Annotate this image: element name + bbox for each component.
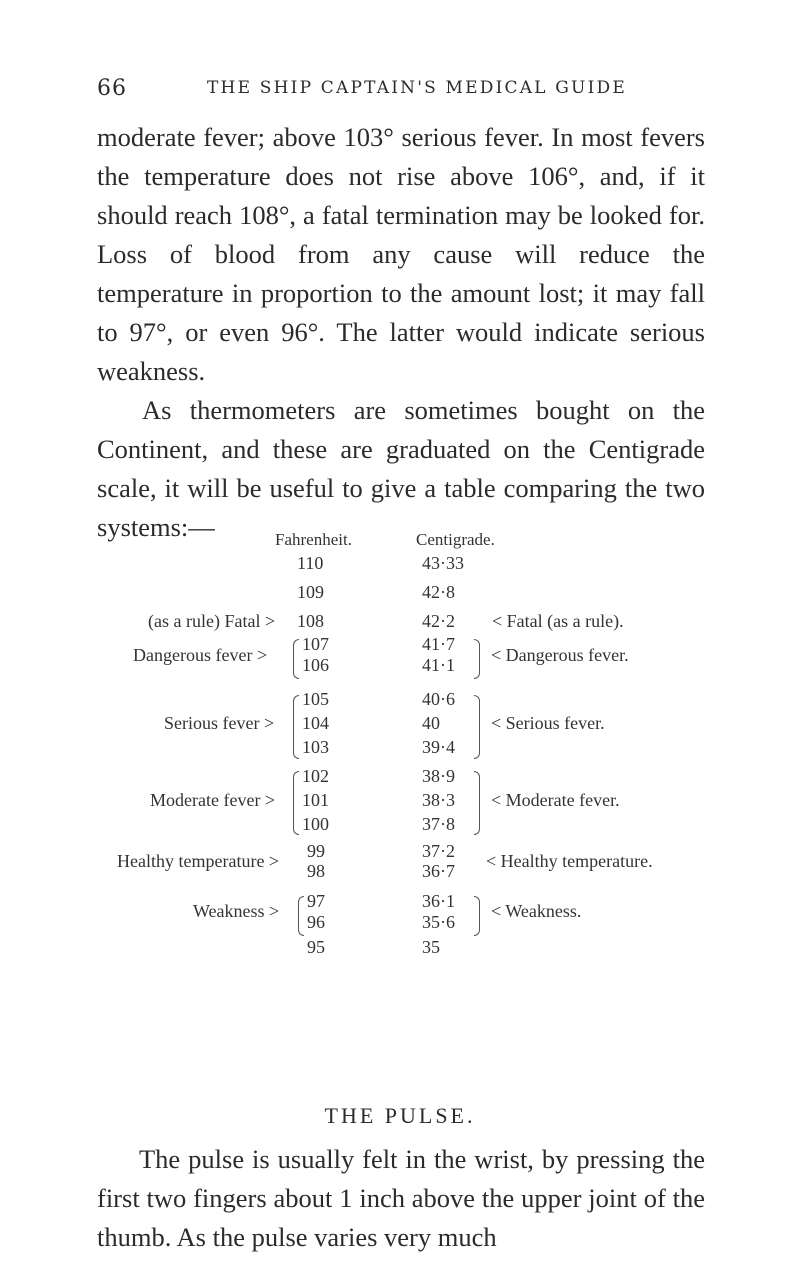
fahrenheit-value: 105 [302,689,329,709]
paragraph-thermometer-intro: As thermometers are sometimes bought on the Continent, and these are graduated on the Centigrade scale, it will be useful to give a table comparing the two systems:— [97,395,705,542]
temperature-conversion-table [0,530,800,957]
label-weakness-left: Weakness > [193,901,280,921]
label-serious-left: Serious fever > [164,713,275,733]
label-serious-right: < Serious fever. [491,713,605,733]
label-healthy-left: Healthy temperature > [117,851,280,871]
centigrade-value: 37·8 [422,814,455,834]
label-fatal-right: < Fatal (as a rule). [492,611,624,631]
centigrade-value: 35 [422,937,440,957]
centigrade-value: 43·33 [422,553,464,573]
centigrade-value: 36·1 [422,891,455,911]
fahrenheit-value: 104 [302,713,329,733]
section-title-pulse: THE PULSE. [324,1103,476,1128]
fahrenheit-value: 107 [302,634,329,654]
paragraph-fever-temperatures: moderate fever; above 103° serious fever. In most fevers the temperature does not rise above 106°, and, if it should reach 108°, a fatal termination may be looked for. Loss of blood from any cause will reduce the temperature in proportion to the amount lost; it may fall to 97°, or even 96°. The latter would indicate serious weakness. [97,122,705,386]
centigrade-value: 38·9 [422,766,455,786]
centigrade-value: 37·2 [422,841,455,861]
left-brace-weakness [298,896,304,936]
centigrade-value: 42·2 [422,611,455,631]
centigrade-value: 40·6 [422,689,455,709]
fahrenheit-value: 103 [302,737,329,757]
right-brace-moderate [474,771,480,835]
running-title: THE SHIP CAPTAIN'S MEDICAL GUIDE [207,78,627,98]
page-number: 66 [97,76,127,101]
centigrade-value: 41·1 [422,655,455,675]
centigrade-value: 42·8 [422,582,455,602]
fahrenheit-value: 96 [307,912,325,932]
centigrade-value: 38·3 [422,790,455,810]
fahrenheit-value: 101 [302,790,329,810]
fahrenheit-value: 109 [297,582,324,602]
label-healthy-right: < Healthy temperature. [486,851,653,871]
label-weakness-right: < Weakness. [491,901,582,921]
centigrade-value: 35·6 [422,912,455,932]
label-moderate-right: < Moderate fever. [491,790,620,810]
right-brace-dangerous [474,639,480,679]
running-header [97,76,717,106]
label-moderate-left: Moderate fever > [150,790,276,810]
label-dangerous-left: Dangerous fever > [133,645,268,665]
centigrade-value: 39·4 [422,737,455,757]
centigrade-header: Centigrade. [416,530,495,549]
label-fatal-left: (as a rule) Fatal > [148,611,276,631]
fahrenheit-value: 110 [297,553,324,573]
centigrade-value: 40 [422,713,440,733]
paragraph-pulse: The pulse is usually felt in the wrist, by pressing the first two fingers about 1 inch above the upper joint of the thumb. As the pulse varies very much [97,1144,705,1252]
left-brace-dangerous [293,639,299,679]
fahrenheit-header: Fahrenheit. [275,530,352,549]
centigrade-value: 36·7 [422,861,455,881]
fahrenheit-value: 97 [307,891,325,911]
centigrade-value: 41·7 [422,634,455,654]
left-brace-moderate [293,771,299,835]
fahrenheit-value: 106 [302,655,329,675]
left-brace-serious [293,695,299,759]
label-dangerous-right: < Dangerous fever. [491,645,629,665]
fahrenheit-value: 98 [307,861,325,881]
fahrenheit-value: 95 [307,937,325,957]
fahrenheit-value: 108 [297,611,324,631]
fahrenheit-value: 99 [307,841,325,861]
fahrenheit-value: 100 [302,814,329,834]
fahrenheit-value: 102 [302,766,329,786]
right-brace-weakness [474,896,480,936]
right-brace-serious [474,695,480,759]
